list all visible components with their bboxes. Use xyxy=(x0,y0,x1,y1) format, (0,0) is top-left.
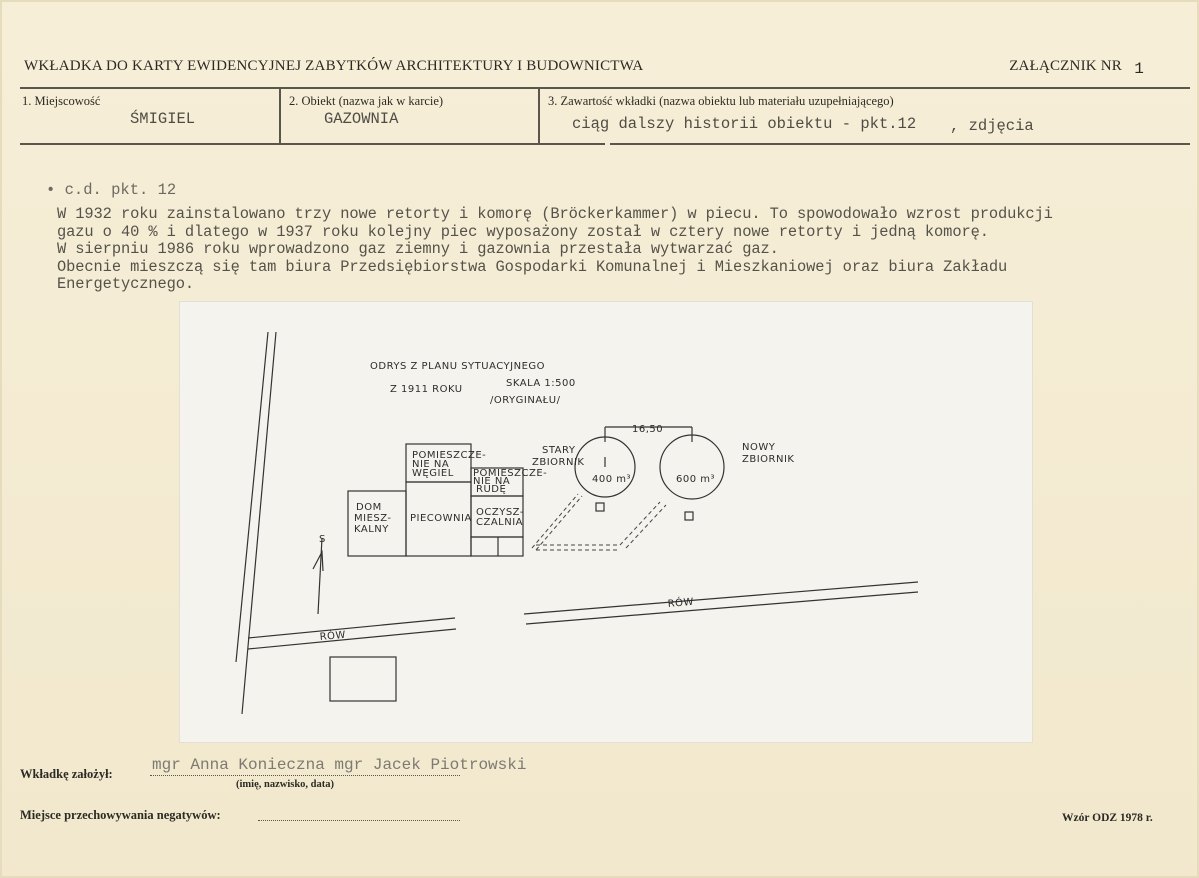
purifier-label: CZALNIA xyxy=(476,517,524,528)
created-by-label: Wkładkę założył: xyxy=(20,767,113,781)
new-tank-capacity: 600 m³ xyxy=(676,474,716,485)
history-line: Energetycznego. xyxy=(57,275,195,293)
house-label: MIESZ- xyxy=(354,513,392,524)
object-value: GAZOWNIA xyxy=(324,110,399,128)
ore-room-label: NIE NA xyxy=(473,476,511,487)
negatives-label: Miejsce przechowywania negatywów: xyxy=(20,808,221,822)
sketch-scale-note: /ORYGINAŁU/ xyxy=(490,395,561,406)
site-plan-photo xyxy=(180,302,1032,742)
card-title: WKŁADKA DO KARTY EWIDENCYJNEJ ZABYTKÓW ARCHITEKTURY I BUDOWNICTWA xyxy=(24,58,644,74)
locality-value: ŚMIGIEL xyxy=(130,110,196,128)
contents-value-extra: , zdjęcia xyxy=(950,117,1034,135)
sketch-scale: SKALA 1:500 xyxy=(506,378,576,389)
header-rule xyxy=(20,87,1190,89)
locality-label: 1. Miejscowość xyxy=(22,94,101,108)
new-tank-label: NOWY xyxy=(742,442,776,453)
old-tank-capacity: 400 m³ xyxy=(592,474,632,485)
history-text xyxy=(57,206,1182,294)
form-label: Wzór ODZ 1978 r. xyxy=(1062,812,1153,824)
coal-room-label: NIE NA xyxy=(412,459,450,470)
furnace-label: PIECOWNIA xyxy=(410,513,472,524)
old-tank-label: ZBIORNIK xyxy=(532,457,585,468)
sketch-year: Z 1911 ROKU xyxy=(390,384,463,395)
contents-value: ciąg dalszy historii obiektu - pkt.12 xyxy=(572,115,917,133)
continuation-note: • c.d. pkt. 12 xyxy=(46,181,177,199)
created-by-hint: (imię, nazwisko, data) xyxy=(236,779,334,790)
field-divider xyxy=(538,88,540,143)
north-label: S xyxy=(319,534,326,545)
coal-room-label: POMIESZCZE- xyxy=(412,450,487,461)
house-label: KALNY xyxy=(354,524,389,535)
ditch-label: RÓW xyxy=(667,596,695,610)
created-by-value: mgr Anna Konieczna mgr Jacek Piotrowski xyxy=(152,756,527,774)
house-label: DOM xyxy=(356,502,382,513)
fields-rule-left xyxy=(20,143,605,145)
annex-number: 1 xyxy=(1134,60,1144,78)
contents-label: 3. Zawartość wkładki (nazwa obiektu lub materiału uzupełniającego) xyxy=(548,94,894,108)
field-divider xyxy=(279,88,281,143)
tank-distance: 16,50 xyxy=(632,424,664,435)
new-tank-label: ZBIORNIK xyxy=(742,454,795,465)
created-by-line xyxy=(150,775,460,776)
ore-room-label: POMIESZCZE- xyxy=(473,468,548,479)
site-plan-sketch xyxy=(180,302,1032,742)
object-label: 2. Obiekt (nazwa jak w karcie) xyxy=(289,94,444,108)
sketch-title: ODRYS Z PLANU SYTUACYJNEGO xyxy=(370,361,546,372)
ore-room-label: RUDĘ xyxy=(476,484,507,495)
annex-label: ZAŁĄCZNIK NR xyxy=(1009,58,1122,74)
history-line: W 1932 roku zainstalowano trzy nowe retorty i komorę (Bröckerkammer) w piecu. To spowodowało wzrost produkcji xyxy=(57,205,1053,223)
history-line: W sierpniu 1986 roku wprowadzono gaz ziemny i gazownia przestała wytwarzać gaz. xyxy=(57,240,779,258)
history-line: gazu o 40 % i dlatego w 1937 roku kolejny piec wyposażony został w cztery nowe retorty i jedną komorę. xyxy=(57,222,989,241)
purifier-label: OCZYSZ- xyxy=(476,507,524,518)
negatives-line xyxy=(258,820,460,821)
fields-rule-right xyxy=(610,143,1190,145)
ditch-label: RÓW xyxy=(319,629,347,643)
coal-room-label: WĘGIEL xyxy=(412,468,454,479)
history-line: Obecnie mieszczą się tam biura Przedsiębiorstwa Gospodarki Komunalnej i Mieszkaniowej oraz biura Zakładu xyxy=(57,257,1008,276)
old-tank-label: STARY xyxy=(542,445,576,456)
